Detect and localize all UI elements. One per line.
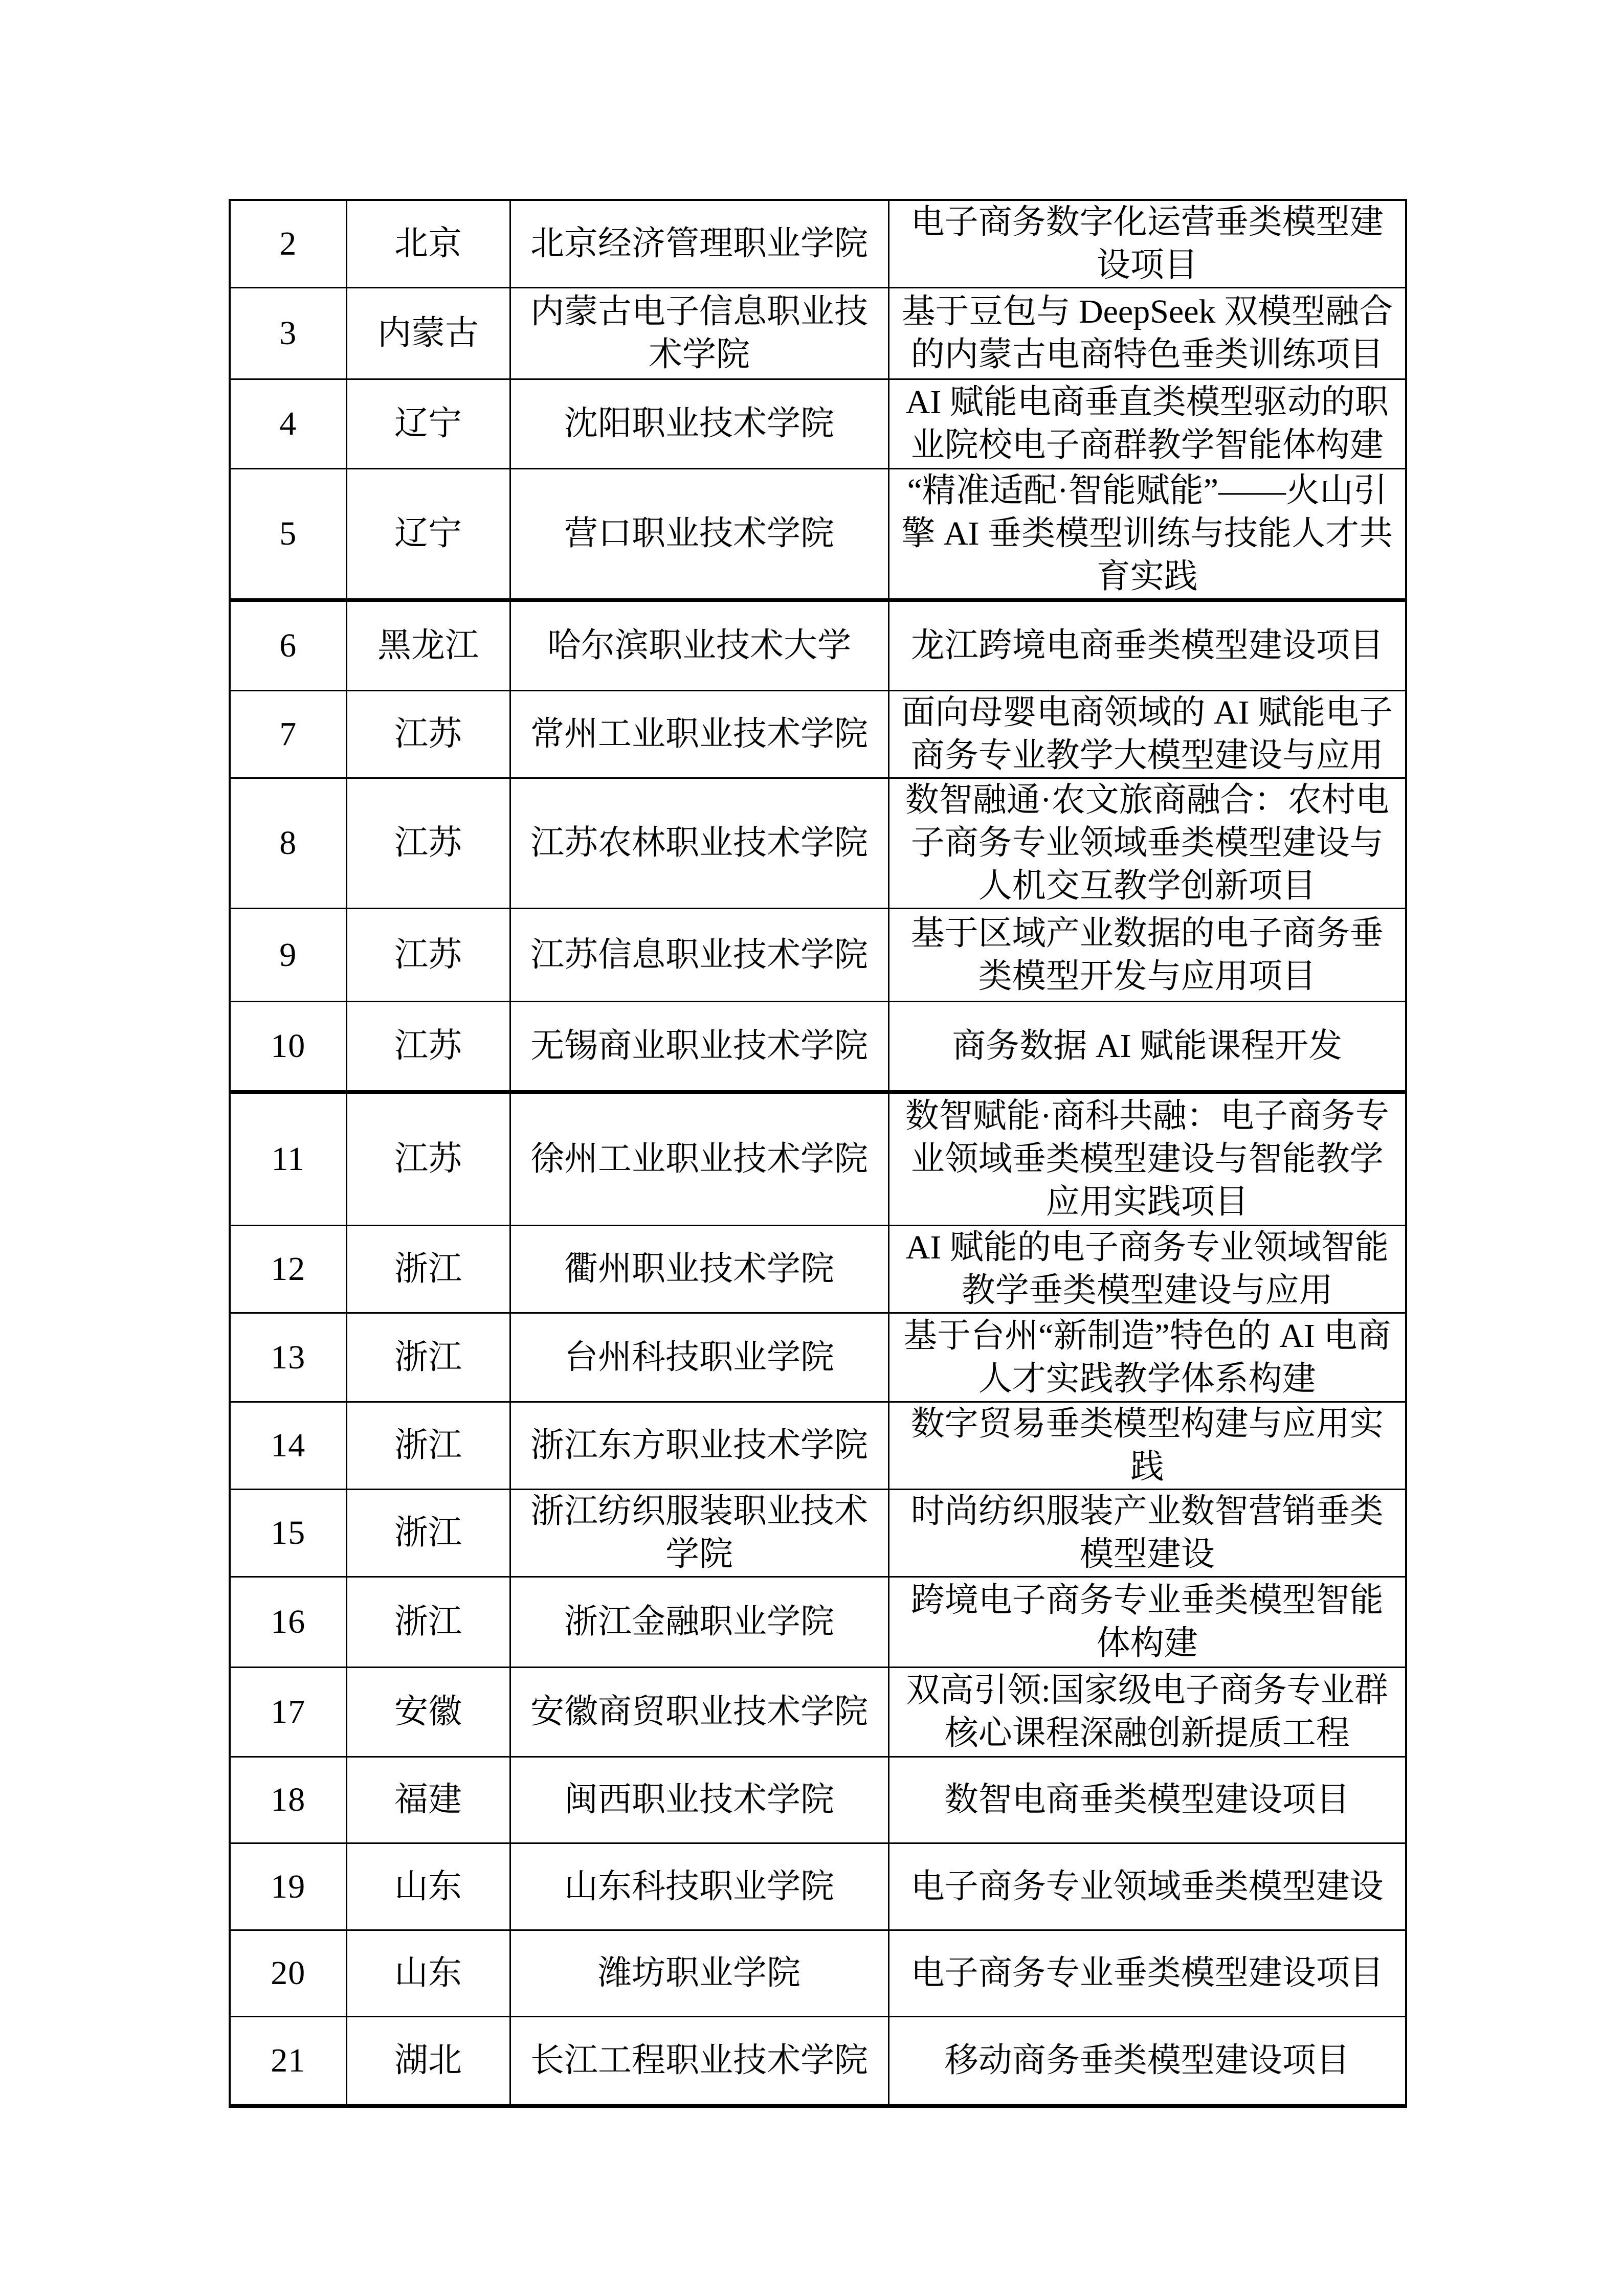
college-cell: 江苏农林职业技术学院	[510, 778, 888, 909]
table-row	[230, 778, 1406, 909]
college-cell: 哈尔滨职业技术大学	[510, 600, 888, 691]
row-number-cell: 15	[230, 1490, 346, 1577]
province-cell: 辽宁	[346, 379, 510, 469]
row-number-cell: 20	[230, 1930, 346, 2017]
college-cell: 山东科技职业学院	[510, 1843, 888, 1930]
project-cell: 双高引领:国家级电子商务专业群核心课程深融创新提质工程	[888, 1668, 1406, 1757]
college-cell: 沈阳职业技术学院	[510, 379, 888, 469]
province-cell: 山东	[346, 1843, 510, 1930]
table-row	[230, 379, 1406, 469]
table-row	[230, 1092, 1406, 1226]
college-cell: 徐州工业职业技术学院	[510, 1092, 888, 1226]
province-cell: 江苏	[346, 1092, 510, 1226]
province-cell: 浙江	[346, 1226, 510, 1313]
project-cell: 电子商务专业领域垂类模型建设	[888, 1843, 1406, 1930]
row-number-cell: 4	[230, 379, 346, 469]
province-cell: 江苏	[346, 778, 510, 909]
province-cell: 江苏	[346, 691, 510, 778]
table-row	[230, 691, 1406, 778]
row-number-cell: 9	[230, 909, 346, 1002]
project-cell: 数智电商垂类模型建设项目	[888, 1757, 1406, 1843]
project-cell: 跨境电子商务专业垂类模型智能体构建	[888, 1577, 1406, 1668]
projects-table	[229, 199, 1407, 2108]
table-row	[230, 600, 1406, 691]
table-row	[230, 1668, 1406, 1757]
province-cell: 黑龙江	[346, 600, 510, 691]
row-number-cell: 8	[230, 778, 346, 909]
row-number-cell: 2	[230, 200, 346, 288]
province-cell: 山东	[346, 1930, 510, 2017]
row-number-cell: 18	[230, 1757, 346, 1843]
college-cell: 内蒙古电子信息职业技术学院	[510, 288, 888, 379]
province-cell: 浙江	[346, 1402, 510, 1490]
college-cell: 无锡商业职业技术学院	[510, 1002, 888, 1092]
project-cell: 龙江跨境电商垂类模型建设项目	[888, 600, 1406, 691]
project-cell: AI 赋能的电子商务专业领域智能教学垂类模型建设与应用	[888, 1226, 1406, 1313]
project-cell: 数字贸易垂类模型构建与应用实践	[888, 1402, 1406, 1490]
province-cell: 内蒙古	[346, 288, 510, 379]
table-row	[230, 288, 1406, 379]
province-cell: 浙江	[346, 1577, 510, 1668]
college-cell: 营口职业技术学院	[510, 469, 888, 600]
college-cell: 常州工业职业技术学院	[510, 691, 888, 778]
college-cell: 闽西职业技术学院	[510, 1757, 888, 1843]
row-number-cell: 19	[230, 1843, 346, 1930]
projects-table-body	[230, 200, 1406, 2106]
college-cell: 长江工程职业技术学院	[510, 2017, 888, 2106]
table-row	[230, 1402, 1406, 1490]
table-row	[230, 1313, 1406, 1402]
college-cell: 江苏信息职业技术学院	[510, 909, 888, 1002]
project-cell: 数智融通·农文旅商融合：农村电子商务专业领域垂类模型建设与人机交互教学创新项目	[888, 778, 1406, 909]
college-cell: 北京经济管理职业学院	[510, 200, 888, 288]
table-row	[230, 1490, 1406, 1577]
college-cell: 台州科技职业学院	[510, 1313, 888, 1402]
row-number-cell: 12	[230, 1226, 346, 1313]
row-number-cell: 13	[230, 1313, 346, 1402]
project-cell: 数智赋能·商科共融：电子商务专业领域垂类模型建设与智能教学应用实践项目	[888, 1092, 1406, 1226]
row-number-cell: 16	[230, 1577, 346, 1668]
table-row	[230, 1757, 1406, 1843]
project-cell: 时尚纺织服装产业数智营销垂类模型建设	[888, 1490, 1406, 1577]
table-row	[230, 2017, 1406, 2106]
project-cell: 基于豆包与 DeepSeek 双模型融合的内蒙古电商特色垂类训练项目	[888, 288, 1406, 379]
table-row	[230, 200, 1406, 288]
row-number-cell: 10	[230, 1002, 346, 1092]
project-cell: 电子商务专业垂类模型建设项目	[888, 1930, 1406, 2017]
province-cell: 湖北	[346, 2017, 510, 2106]
row-number-cell: 7	[230, 691, 346, 778]
province-cell: 北京	[346, 200, 510, 288]
project-cell: 移动商务垂类模型建设项目	[888, 2017, 1406, 2106]
province-cell: 江苏	[346, 1002, 510, 1092]
project-cell: AI 赋能电商垂直类模型驱动的职业院校电子商群教学智能体构建	[888, 379, 1406, 469]
college-cell: 浙江东方职业技术学院	[510, 1402, 888, 1490]
province-cell: 浙江	[346, 1490, 510, 1577]
row-number-cell: 21	[230, 2017, 346, 2106]
table-row	[230, 909, 1406, 1002]
college-cell: 潍坊职业学院	[510, 1930, 888, 2017]
table-row	[230, 1226, 1406, 1313]
row-number-cell: 14	[230, 1402, 346, 1490]
project-cell: “精准适配·智能赋能”——火山引擎 AI 垂类模型训练与技能人才共育实践	[888, 469, 1406, 600]
project-cell: 商务数据 AI 赋能课程开发	[888, 1002, 1406, 1092]
project-cell: 电子商务数字化运营垂类模型建设项目	[888, 200, 1406, 288]
row-number-cell: 6	[230, 600, 346, 691]
table-row	[230, 1002, 1406, 1092]
row-number-cell: 3	[230, 288, 346, 379]
province-cell: 江苏	[346, 909, 510, 1002]
row-number-cell: 11	[230, 1092, 346, 1226]
province-cell: 福建	[346, 1757, 510, 1843]
college-cell: 安徽商贸职业技术学院	[510, 1668, 888, 1757]
project-cell: 基于区域产业数据的电子商务垂类模型开发与应用项目	[888, 909, 1406, 1002]
table-row	[230, 1843, 1406, 1930]
row-number-cell: 5	[230, 469, 346, 600]
college-cell: 衢州职业技术学院	[510, 1226, 888, 1313]
college-cell: 浙江纺织服装职业技术学院	[510, 1490, 888, 1577]
table-row	[230, 1577, 1406, 1668]
college-cell: 浙江金融职业学院	[510, 1577, 888, 1668]
project-cell: 面向母婴电商领域的 AI 赋能电子商务专业教学大模型建设与应用	[888, 691, 1406, 778]
table-row	[230, 469, 1406, 600]
province-cell: 浙江	[346, 1313, 510, 1402]
project-cell: 基于台州“新制造”特色的 AI 电商人才实践教学体系构建	[888, 1313, 1406, 1402]
table-row	[230, 1930, 1406, 2017]
province-cell: 安徽	[346, 1668, 510, 1757]
row-number-cell: 17	[230, 1668, 346, 1757]
province-cell: 辽宁	[346, 469, 510, 600]
